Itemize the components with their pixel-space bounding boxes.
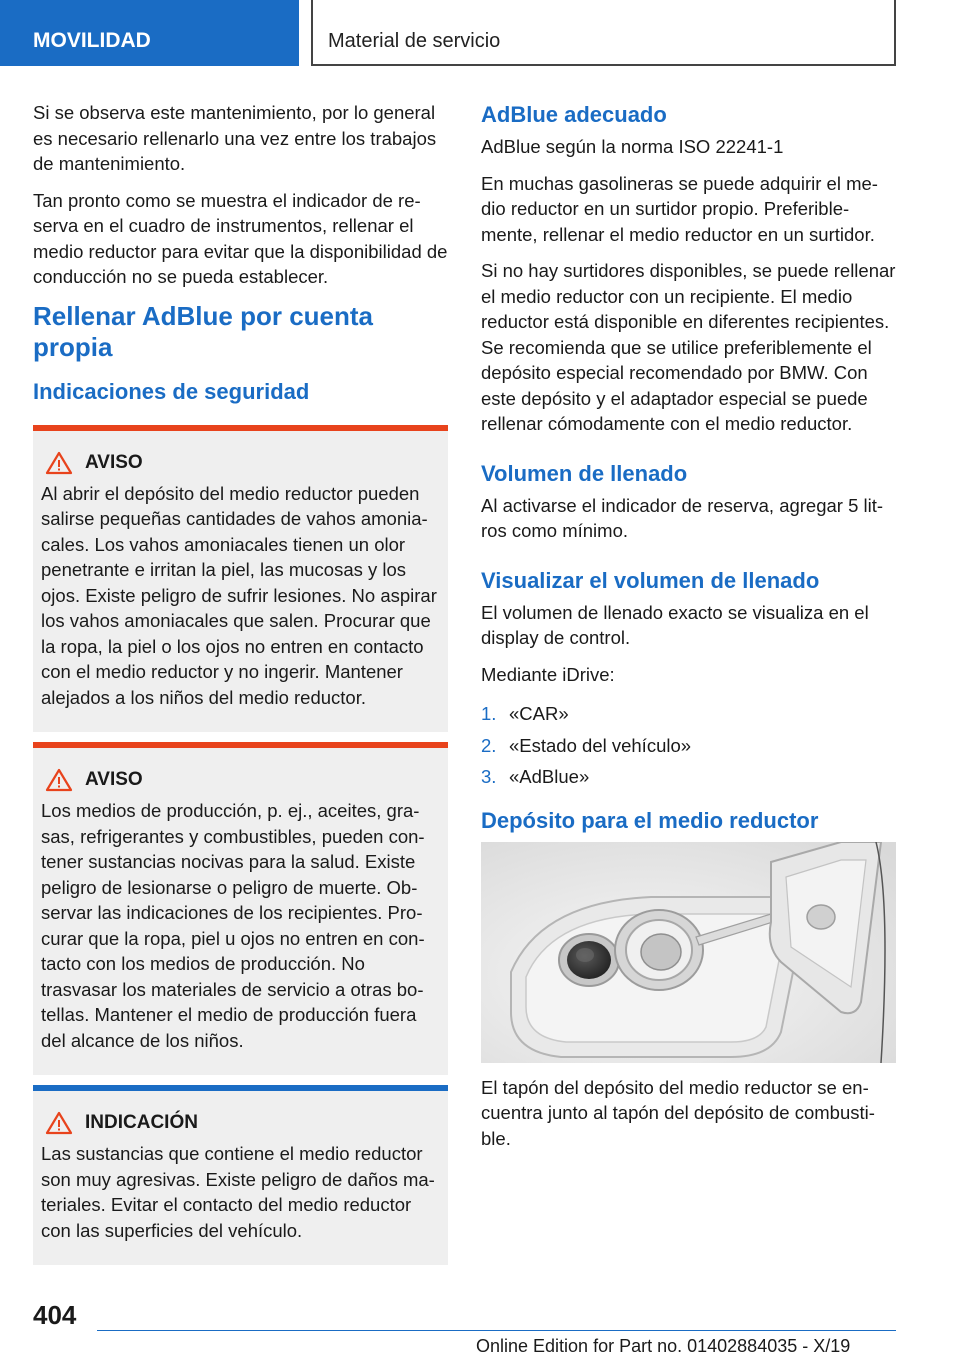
warning-text: Los medios de producción, p. ej., aceites, grasas, refrigerantes y combustibles, pueden contener sustancias nocivas para la salud. Existe peligro de lesionarse o peligro de muerte. Observar las indicaciones de los recipientes. Procurar que la ropa, piel u ojos no entren en contacto con los medios de producción. No trasvasar los materiales de servicio a otras botellas. Mantener el medio de producción fuera del alcance de los niños. [41,800,425,1051]
chapter-tab: Material de servicio [311,0,896,66]
list-item [481,733,896,759]
volumen-heading: Volumen de llenado [481,460,688,486]
left-column [33,100,448,1275]
notice-text: Las sustancias que contiene el medio reductor son muy agresivas. Existe peligro de daños materiales. Evitar el contacto del medio reductor con las superficies del vehículo. [41,1143,435,1241]
step-text: «AdBlue» [509,766,590,787]
gasolineras-paragraph: En muchas gasolineras se puede adquirir el medio reductor en un surtidor propio. Preferiblemente, rellenar el medio reductor en un surtidor. [481,172,878,245]
step-number: 1. [481,703,497,724]
norma-paragraph: AdBlue según la norma ISO 22241‑1 [481,136,784,157]
image-caption: El tapón del depósito del medio reductor se encuentra junto al tapón del depósito de combustible. [481,1076,875,1149]
visualizar-heading: Visualizar el volumen de llenado [481,567,820,593]
warning-triangle-icon [45,768,73,792]
warning-triangle-icon [45,1111,73,1135]
list-item [481,701,896,727]
right-column [481,100,896,1162]
step-text: «CAR» [509,703,569,724]
warning-box-2 [33,742,448,1075]
safety-subheading: Indicaciones de seguridad [33,378,310,404]
page-header [0,0,960,66]
step-number: 3. [481,766,497,787]
warning-text: Al abrir el depósito del medio reductor pueden salirse pequeñas cantidades de vahos amoniacales. Los vahos amoniacales tienen un olor penetrante e irritan la piel, las mucosas y los ojos. Existe peligro de sufrir lesiones. No aspirar los vahos amoniacales que salen. Procurar que la ropa, la piel o los ojos no entren en contacto con el medio reductor y no ingerir. Mantener alejados a los niños del medio reductor. [41,482,437,708]
deposito-heading: Depósito para el medio reductor [481,807,819,833]
idrive-paragraph: Mediante iDrive: [481,663,615,685]
reductant-tank-cap-image [481,842,896,1063]
footer-divider [97,1330,896,1331]
list-item [481,764,896,790]
section-heading: Rellenar AdBlue por cuenta propia [33,300,373,362]
notice-title: INDICACIÓN [85,1112,198,1133]
step-number: 2. [481,734,497,756]
warning-title: AVISO [85,769,143,790]
volumen-paragraph: Al activarse el indicador de reserva, agregar 5 litros como mínimo. [481,494,884,541]
visualizar-paragraph: El volumen de llenado exacto se visualiza en el display de control. [481,601,869,648]
edition-footer: Online Edition for Part no. 01402884035 - X/19 [476,1336,851,1356]
warning-title: AVISO [85,451,143,473]
intro-paragraph-2: Tan pronto como se muestra el indicador de reserva en el cuadro de instrumentos, rellenar el medio reductor para evitar que la disponibilidad de conducción no se pueda establecer. [33,189,448,287]
notice-box [33,1085,448,1265]
step-text: «Estado del vehículo» [509,734,692,756]
adblue-adecuado-heading: AdBlue adecuado [481,102,667,127]
page-number: 404 [33,1300,77,1330]
idrive-steps [481,701,896,790]
section-tab: MOVILIDAD [0,0,299,66]
surtidores-paragraph: Si no hay surtidores disponibles, se puede rellenar el medio reductor con un recipiente. El medio reductor está disponible en diferentes recipientes. Se recomienda que se utilice preferiblemente el depósito especial recomendado por BMW. Con este depósito y el adaptador especial se puede rellenar cómodamente con el medio reductor. [481,260,896,434]
intro-paragraph-1: Si se observa este mantenimiento, por lo general es necesario rellenarlo una vez entre los trabajos de mantenimiento. [33,102,437,174]
warning-box-1 [33,425,448,733]
warning-triangle-icon [45,451,73,475]
